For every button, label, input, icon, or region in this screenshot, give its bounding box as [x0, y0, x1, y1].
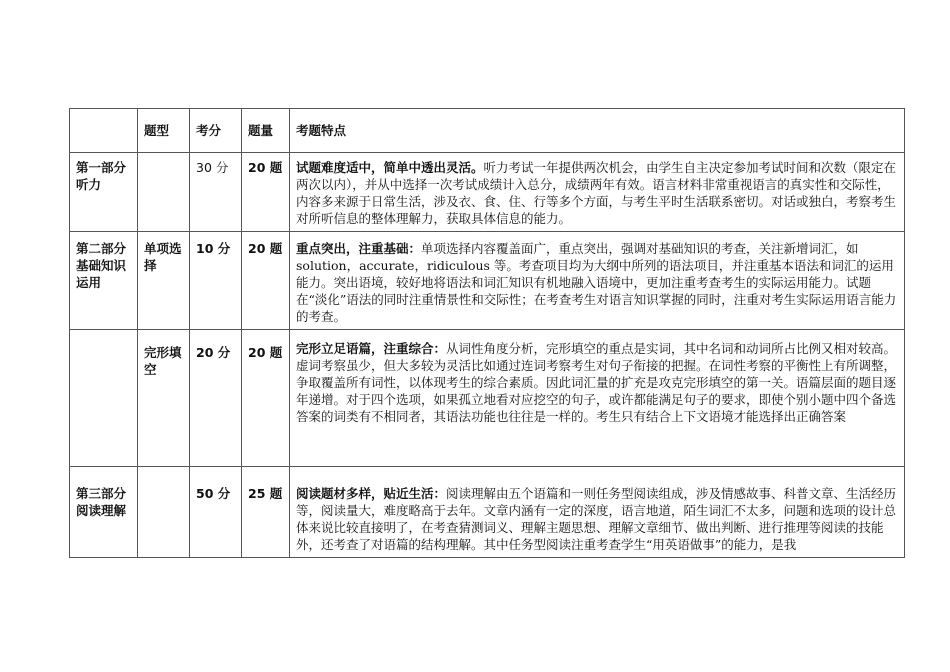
- table-row: [70, 153, 905, 232]
- table-row: [70, 467, 905, 558]
- type-cell: 完形填空: [138, 330, 190, 467]
- features-cell: [290, 153, 905, 232]
- score-cell: 30 分: [190, 153, 242, 232]
- header-part-cell: [70, 109, 138, 153]
- table-row: [70, 232, 905, 330]
- part-cell: 第三部分阅读理解: [70, 467, 138, 558]
- features-text: 单项选择内容覆盖面广，重点突出，强调对基础知识的考查，关注新增词汇，如 solution，accurate，ridiculous 等。考查项目均为大纲中所列的语法项目，并注重基本语法和词汇的运用能力。突出语境，较好地将语法和词汇知识有机地融入语境中，更加注重考查考生的实际运用能力。试题在“淡化”语法的同时注重情景性和交际性；在考查考生对语言知识掌握的同时，注重对考生实际运用语言能力的考查。: [296, 241, 897, 324]
- table-header-row: [70, 109, 905, 153]
- header-count: 题量: [242, 109, 290, 153]
- score-cell: 20 分: [190, 330, 242, 467]
- features-text: 听力考试一年提供两次机会，由学生自主决定参加考试时间和次数（限定在两次以内），并从中选择一次考试成绩计入总分，成绩两年有效。语言材料非常重视语言的真实性和交际性，内容多来源于日常生活，涉及衣、食、住、行等多个方面，与考生平时生活联系密切。对话或独白，考察考生对所听信息的整体理解力，获取具体信息的能力。: [296, 160, 897, 226]
- header-type: 题型: [138, 109, 190, 153]
- table-row: [70, 330, 905, 467]
- exam-structure-table: [69, 108, 905, 558]
- features-lead: 试题难度适中，简单中透出灵活。: [296, 160, 484, 175]
- score-cell: 10 分: [190, 232, 242, 330]
- features-lead: 完形立足语篇，注重综合：: [296, 341, 447, 356]
- features-text: 阅读理解由五个语篇和一则任务型阅读组成，涉及情感故事、科普文章、生活经历等，阅读量大，难度略高于去年。文章内涵有一定的深度，语言地道，陌生词汇不太多，问题和选项的设计总体来说比较直接明了，在考查猜测词义、理解主题思想、理解文章细节、做出判断、进行推理等阅读的技能外，还考查了对语篇的结构理解。其中任务型阅读注重考查学生“用英语做事”的能力，是我: [296, 486, 897, 552]
- features-lead: 阅读题材多样，贴近生活：: [296, 486, 447, 501]
- features-cell: [290, 467, 905, 558]
- part-cell: 第一部分听力: [70, 153, 138, 232]
- score-cell: 50 分: [190, 467, 242, 558]
- type-cell: [138, 467, 190, 558]
- count-cell: 20 题: [242, 330, 290, 467]
- features-cell: [290, 330, 905, 467]
- type-cell: [138, 153, 190, 232]
- type-cell: 单项选择: [138, 232, 190, 330]
- count-cell: 20 题: [242, 153, 290, 232]
- features-text: 从词性角度分析，完形填空的重点是实词，其中名词和动词所占比例又相对较高。虚词考察虽少，但大多较为灵活比如通过连词考察考生对句子衔接的把握。在词性考察的平衡性上有所调整，争取覆盖所有词性，以体现考生的综合素质。因此词汇量的扩充是攻克完形填空的第一关。语篇层面的题目逐年递增。对于四个选项，如果孤立地看对应挖空的句子，或许都能满足句子的要求，即使个别小题中四个备选答案的词类有不相同者，其语法功能也往往是一样的。考生只有结合上下文语境才能选择出正确答案: [296, 341, 897, 424]
- header-features: 考题特点: [290, 109, 905, 153]
- part-cell: 第二部分基础知识运用: [70, 232, 138, 330]
- part-cell: [70, 330, 138, 467]
- count-cell: 20 题: [242, 232, 290, 330]
- count-cell: 25 题: [242, 467, 290, 558]
- header-score: 考分: [190, 109, 242, 153]
- features-cell: [290, 232, 905, 330]
- features-lead: 重点突出，注重基础：: [296, 241, 422, 256]
